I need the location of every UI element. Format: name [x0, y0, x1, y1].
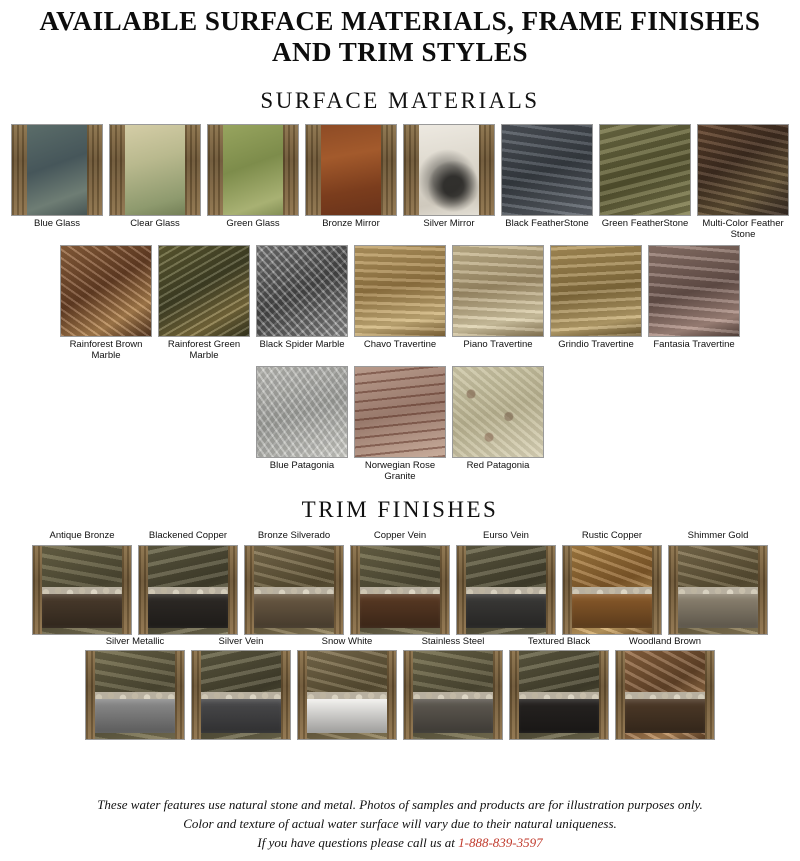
surface-swatch-image	[452, 366, 544, 458]
wood-edge-left	[86, 651, 95, 739]
trim-swatch-label: Silver Vein	[218, 635, 264, 647]
wood-edge-right	[546, 546, 555, 634]
surface-swatch-label: Blue Patagonia	[269, 459, 335, 471]
trim-row	[0, 637, 800, 741]
surface-swatch-label: Rainforest Green Marble	[167, 338, 241, 361]
surface-swatch[interactable]	[501, 124, 593, 230]
wood-edge-left	[33, 546, 42, 634]
surface-swatch-image	[550, 245, 642, 337]
surface-swatch[interactable]	[354, 245, 446, 351]
trim-swatch-label: Stainless Steel	[421, 635, 485, 647]
trim-basin	[39, 594, 125, 628]
trim-finishes-heading: TRIM FINISHES	[301, 496, 499, 522]
wood-edge-right	[387, 651, 396, 739]
trim-swatch-image	[456, 545, 556, 635]
wood-edge-left	[298, 651, 307, 739]
wood-edge-left	[616, 651, 625, 739]
trim-swatch[interactable]	[350, 531, 450, 635]
wood-edge-right	[281, 651, 290, 739]
surface-swatch[interactable]	[60, 245, 152, 362]
trim-swatch-image	[138, 545, 238, 635]
wood-edge-right	[175, 651, 184, 739]
wood-edge-right	[440, 546, 449, 634]
trim-swatch[interactable]	[32, 531, 132, 635]
surface-swatch-label: Rainforest Brown Marble	[69, 338, 143, 361]
trim-basin	[622, 699, 708, 733]
trim-swatch-label: Woodland Brown	[628, 635, 702, 647]
surface-swatch-image	[599, 124, 691, 216]
surface-swatch-label: Multi-Color Feather Stone	[702, 218, 784, 241]
trim-swatch-label: Antique Bronze	[49, 529, 115, 541]
trim-basin	[92, 699, 178, 733]
trim-swatch[interactable]	[138, 531, 238, 635]
surface-swatch-label: Norwegian Rose Granite	[364, 459, 436, 482]
surface-row	[0, 366, 800, 483]
trim-swatch[interactable]	[456, 531, 556, 635]
trim-swatch[interactable]	[403, 637, 503, 741]
wood-edge-right	[758, 546, 767, 634]
surface-swatch[interactable]	[207, 124, 299, 230]
trim-swatch-image	[191, 650, 291, 740]
page-title-line-1: AVAILABLE SURFACE MATERIALS, FRAME FINISHES	[39, 6, 761, 36]
footer-call-prefix: If you have questions please call us at	[257, 835, 459, 851]
surface-swatch-image	[305, 124, 397, 216]
wood-edge-left	[351, 546, 360, 634]
trim-swatch[interactable]	[85, 637, 185, 741]
trim-swatch-image	[562, 545, 662, 635]
surface-swatch[interactable]	[452, 245, 544, 351]
wood-edge-left	[404, 651, 413, 739]
surface-swatch-label: Blue Glass	[34, 218, 80, 230]
surface-row	[0, 245, 800, 362]
surface-swatch-label: Red Patagonia	[466, 459, 530, 471]
trim-swatch-label: Bronze Silverado	[257, 529, 331, 541]
trim-swatch-image	[297, 650, 397, 740]
surface-swatch-image	[256, 366, 348, 458]
surface-materials-grid	[0, 124, 800, 483]
trim-swatch-label: Silver Metallic	[105, 635, 165, 647]
wood-edge-right	[122, 546, 131, 634]
surface-swatch-image	[501, 124, 593, 216]
trim-swatch-image	[509, 650, 609, 740]
trim-basin	[463, 594, 549, 628]
footer-line-1: These water features use natural stone and metal. Photos of samples and products are for illustration purposes only.	[97, 797, 703, 813]
surface-swatch-image	[403, 124, 495, 216]
page-title-line-2: AND TRIM STYLES	[271, 37, 529, 68]
trim-swatch[interactable]	[509, 637, 609, 741]
trim-basin	[357, 594, 443, 628]
wood-edge-left	[192, 651, 201, 739]
surface-swatch-label: Green FeatherStone	[601, 218, 689, 230]
trim-basin	[251, 594, 337, 628]
trim-basin	[410, 699, 496, 733]
trim-swatch-image	[85, 650, 185, 740]
surface-swatch-image	[207, 124, 299, 216]
surface-swatch-label: Grindio Travertine	[558, 338, 634, 350]
surface-swatch-image	[158, 245, 250, 337]
trim-swatch[interactable]	[244, 531, 344, 635]
trim-swatch[interactable]	[191, 637, 291, 741]
surface-swatch-image	[60, 245, 152, 337]
surface-swatch-image	[11, 124, 103, 216]
surface-materials-heading: SURFACE MATERIALS	[260, 88, 540, 114]
surface-swatch[interactable]	[452, 366, 544, 472]
wood-edge-right	[334, 546, 343, 634]
surface-swatch[interactable]	[599, 124, 691, 230]
trim-swatch-label: Textured Black	[527, 635, 591, 647]
wood-edge-left	[669, 546, 678, 634]
trim-basin	[198, 699, 284, 733]
trim-row	[0, 531, 800, 635]
wood-edge-right	[705, 651, 714, 739]
trim-swatch-image	[668, 545, 768, 635]
surface-swatch-label: Piano Travertine	[463, 338, 533, 350]
wood-edge-left	[510, 651, 519, 739]
surface-swatch-image	[648, 245, 740, 337]
surface-swatch-label: Black Spider Marble	[259, 338, 345, 350]
trim-swatch-image	[244, 545, 344, 635]
trim-basin	[304, 699, 390, 733]
surface-swatch-image	[256, 245, 348, 337]
surface-swatch-label: Black FeatherStone	[505, 218, 589, 230]
surface-swatch[interactable]	[305, 124, 397, 230]
trim-basin	[675, 594, 761, 628]
trim-finishes-grid	[0, 531, 800, 741]
trim-swatch[interactable]	[668, 531, 768, 635]
page-title	[0, 0, 800, 68]
surface-swatch-label: Fantasia Travertine	[653, 338, 735, 350]
trim-basin	[516, 699, 602, 733]
surface-swatch-image	[697, 124, 789, 216]
phone-number[interactable]: 1-888-839-3597	[458, 835, 543, 851]
trim-swatch-image	[403, 650, 503, 740]
surface-swatch-image	[452, 245, 544, 337]
surface-swatch[interactable]	[256, 245, 348, 351]
trim-basin	[145, 594, 231, 628]
surface-swatch[interactable]	[158, 245, 250, 362]
trim-swatch-label: Copper Vein	[373, 529, 427, 541]
trim-swatch[interactable]	[615, 637, 715, 741]
surface-swatch-image	[109, 124, 201, 216]
footer-line-3	[16, 834, 784, 853]
surface-swatch[interactable]	[648, 245, 740, 351]
footer-line-2: Color and texture of actual water surface will vary due to their natural uniqueness.	[183, 816, 617, 832]
wood-edge-left	[245, 546, 254, 634]
wood-edge-right	[493, 651, 502, 739]
wood-edge-right	[228, 546, 237, 634]
trim-swatch[interactable]	[297, 637, 397, 741]
surface-swatch[interactable]	[697, 124, 789, 241]
trim-swatch-label: Shimmer Gold	[687, 529, 749, 541]
surface-swatch-label: Chavo Travertine	[363, 338, 437, 350]
wood-edge-left	[457, 546, 466, 634]
trim-swatch-label: Eurso Vein	[483, 529, 529, 541]
surface-swatch[interactable]	[256, 366, 348, 472]
surface-swatch[interactable]	[11, 124, 103, 230]
surface-swatch[interactable]	[403, 124, 495, 230]
surface-swatch-label: Green Glass	[226, 218, 280, 230]
trim-swatch-image	[350, 545, 450, 635]
wood-edge-left	[563, 546, 572, 634]
trim-swatch-label: Snow White	[321, 635, 373, 647]
wood-edge-right	[652, 546, 661, 634]
surface-swatch-label: Silver Mirror	[423, 218, 475, 230]
surface-swatch[interactable]	[550, 245, 642, 351]
surface-swatch-label: Bronze Mirror	[322, 218, 380, 230]
wood-edge-right	[599, 651, 608, 739]
trim-swatch-label: Rustic Copper	[581, 529, 643, 541]
surface-swatch-image	[354, 245, 446, 337]
trim-swatch-label: Blackened Copper	[148, 529, 228, 541]
wood-edge-left	[139, 546, 148, 634]
footer-disclaimer	[0, 796, 800, 853]
surface-row	[0, 124, 800, 241]
surface-swatch[interactable]	[109, 124, 201, 230]
trim-swatch-image	[32, 545, 132, 635]
trim-swatch[interactable]	[562, 531, 662, 635]
trim-swatch-image	[615, 650, 715, 740]
surface-swatch[interactable]	[354, 366, 446, 483]
surface-swatch-label: Clear Glass	[130, 218, 180, 230]
trim-basin	[569, 594, 655, 628]
surface-swatch-image	[354, 366, 446, 458]
